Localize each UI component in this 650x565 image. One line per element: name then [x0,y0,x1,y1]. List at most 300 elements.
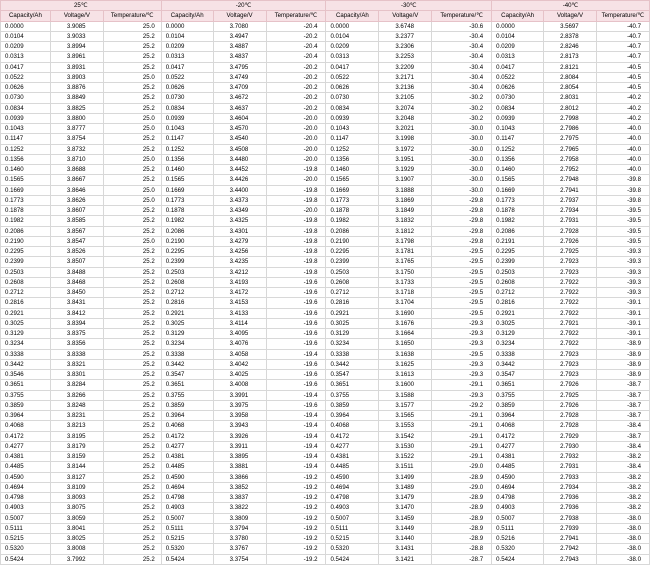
voltage-cell[interactable]: 3.8008 [50,544,103,554]
temperature-cell[interactable]: 25.0 [103,154,161,164]
voltage-cell[interactable]: 3.7992 [50,554,103,564]
capacity-cell[interactable]: 0.0730 [492,93,544,103]
capacity-cell[interactable]: 0.0939 [161,113,213,123]
temperature-cell[interactable]: -40.0 [596,124,649,134]
voltage-cell[interactable]: 2.7922 [544,298,597,308]
voltage-cell[interactable]: 2.7934 [544,482,597,492]
temperature-cell[interactable]: -19.8 [266,257,326,267]
voltage-cell[interactable]: 3.4325 [213,216,266,226]
temperature-cell[interactable]: 25.2 [103,390,161,400]
voltage-cell[interactable]: 3.1440 [379,534,432,544]
capacity-cell[interactable]: 0.3338 [161,349,213,359]
capacity-cell[interactable]: 0.3129 [161,329,213,339]
temperature-cell[interactable]: -38.4 [596,421,649,431]
capacity-cell[interactable]: 0.5320 [326,544,379,554]
capacity-cell[interactable]: 0.1043 [326,124,379,134]
capacity-cell[interactable]: 0.2503 [1,267,51,277]
capacity-cell[interactable]: 0.3338 [326,349,379,359]
temperature-cell[interactable]: -29.1 [432,411,492,421]
temperature-cell[interactable]: -29.5 [432,257,492,267]
capacity-cell[interactable]: 0.3755 [326,390,379,400]
capacity-cell[interactable]: 0.1878 [1,206,51,216]
voltage-cell[interactable]: 3.3852 [213,482,266,492]
temperature-cell[interactable]: -40.0 [596,134,649,144]
capacity-cell[interactable]: 0.1669 [492,185,544,195]
temperature-cell[interactable]: 25.2 [103,370,161,380]
voltage-cell[interactable]: 3.1704 [379,298,432,308]
voltage-cell[interactable]: 3.1470 [379,503,432,513]
capacity-cell[interactable]: 0.3234 [161,339,213,349]
voltage-cell[interactable]: 3.4480 [213,154,266,164]
temperature-cell[interactable]: -38.9 [596,370,649,380]
temperature-cell[interactable]: 25.0 [103,21,161,31]
temperature-cell[interactable]: -30.0 [432,154,492,164]
temperature-cell[interactable]: -39.3 [596,288,649,298]
voltage-cell[interactable]: 2.7948 [544,175,597,185]
voltage-cell[interactable]: 3.1951 [379,154,432,164]
temperature-cell[interactable]: 25.2 [103,493,161,503]
voltage-cell[interactable]: 2.7922 [544,308,597,318]
capacity-cell[interactable]: 0.0626 [1,83,51,93]
voltage-cell[interactable]: 2.7936 [544,503,597,513]
voltage-cell[interactable]: 2.8031 [544,93,597,103]
temperature-cell[interactable]: -28.8 [432,544,492,554]
temperature-cell[interactable]: 25.0 [103,195,161,205]
voltage-cell[interactable]: 2.7922 [544,339,597,349]
capacity-cell[interactable]: 0.1773 [492,195,544,205]
voltage-cell[interactable]: 3.2377 [379,31,432,41]
group-title-25c[interactable]: 25℃ [1,1,162,11]
voltage-cell[interactable]: 2.7937 [544,195,597,205]
temperature-cell[interactable]: -30.0 [432,185,492,195]
capacity-cell[interactable]: 0.4277 [492,441,544,451]
capacity-cell[interactable]: 0.2086 [326,226,379,236]
temperature-cell[interactable]: -20.0 [266,175,326,185]
capacity-cell[interactable]: 0.4485 [1,462,51,472]
voltage-cell[interactable]: 3.4256 [213,247,266,257]
group-title-minus40c[interactable]: -40℃ [492,1,650,11]
temperature-cell[interactable]: -40.7 [596,31,649,41]
capacity-cell[interactable]: 0.5320 [1,544,51,554]
temperature-cell[interactable]: -19.6 [266,298,326,308]
voltage-cell[interactable]: 3.8710 [50,154,103,164]
capacity-cell[interactable]: 0.1460 [326,165,379,175]
temperature-cell[interactable]: -38.7 [596,431,649,441]
temperature-cell[interactable]: -19.2 [266,482,326,492]
temperature-cell[interactable]: -29.5 [432,308,492,318]
voltage-cell[interactable]: 3.1676 [379,318,432,328]
voltage-cell[interactable]: 3.8109 [50,482,103,492]
capacity-cell[interactable]: 0.3442 [492,359,544,369]
voltage-cell[interactable]: 3.1750 [379,267,432,277]
capacity-cell[interactable]: 0.0939 [1,113,51,123]
temperature-cell[interactable]: 25.2 [103,554,161,564]
temperature-cell[interactable]: -29.3 [432,329,492,339]
temperature-cell[interactable]: -28.9 [432,513,492,523]
temperature-cell[interactable]: 25.2 [103,441,161,451]
voltage-cell[interactable]: 3.1553 [379,421,432,431]
capacity-cell[interactable]: 0.4381 [326,452,379,462]
temperature-cell[interactable]: -38.2 [596,493,649,503]
voltage-cell[interactable]: 3.2136 [379,83,432,93]
voltage-cell[interactable]: 3.3866 [213,472,266,482]
capacity-cell[interactable]: 0.4485 [492,462,544,472]
voltage-cell[interactable]: 3.1907 [379,175,432,185]
voltage-cell[interactable]: 3.2105 [379,93,432,103]
capacity-cell[interactable]: 0.2921 [161,308,213,318]
voltage-cell[interactable]: 3.1929 [379,165,432,175]
voltage-cell[interactable]: 3.8688 [50,165,103,175]
voltage-cell[interactable]: 2.7929 [544,431,597,441]
temperature-cell[interactable]: -30.0 [432,165,492,175]
voltage-cell[interactable]: 3.1542 [379,431,432,441]
capacity-cell[interactable]: 0.2608 [161,277,213,287]
capacity-cell[interactable]: 0.5320 [161,544,213,554]
voltage-cell[interactable]: 3.8412 [50,308,103,318]
temperature-cell[interactable]: -40.5 [596,83,649,93]
voltage-cell[interactable]: 3.3767 [213,544,266,554]
voltage-cell[interactable]: 3.8375 [50,329,103,339]
temperature-cell[interactable]: -29.1 [432,441,492,451]
temperature-cell[interactable]: 25.0 [103,72,161,82]
temperature-cell[interactable]: -20.0 [266,134,326,144]
voltage-cell[interactable]: 2.7965 [544,144,597,154]
capacity-cell[interactable]: 0.0834 [326,103,379,113]
voltage-cell[interactable]: 3.1588 [379,390,432,400]
capacity-cell[interactable]: 0.3964 [1,411,51,421]
capacity-cell[interactable]: 0.0730 [1,93,51,103]
temperature-cell[interactable]: -38.7 [596,411,649,421]
temperature-cell[interactable]: -38.4 [596,441,649,451]
capacity-cell[interactable]: 0.2190 [326,236,379,246]
temperature-cell[interactable]: -38.0 [596,544,649,554]
voltage-cell[interactable]: 3.3975 [213,400,266,410]
capacity-cell[interactable]: 0.0939 [492,113,544,123]
capacity-cell[interactable]: 0.0000 [161,21,213,31]
temperature-cell[interactable]: -20.4 [266,42,326,52]
temperature-cell[interactable]: -30.6 [432,21,492,31]
column-header-capacity[interactable]: Capacity/Ah [492,11,544,21]
voltage-cell[interactable]: 3.8468 [50,277,103,287]
capacity-cell[interactable]: 0.0000 [1,21,51,31]
voltage-cell[interactable]: 3.1479 [379,493,432,503]
voltage-cell[interactable]: 3.8800 [50,113,103,123]
voltage-cell[interactable]: 3.2253 [379,52,432,62]
temperature-cell[interactable]: 25.2 [103,482,161,492]
capacity-cell[interactable]: 0.4903 [326,503,379,513]
temperature-cell[interactable]: -29.8 [432,226,492,236]
temperature-cell[interactable]: 25.2 [103,257,161,267]
capacity-cell[interactable]: 0.2503 [161,267,213,277]
voltage-cell[interactable]: 3.1690 [379,308,432,318]
capacity-cell[interactable]: 0.3234 [492,339,544,349]
voltage-cell[interactable]: 3.1459 [379,513,432,523]
capacity-cell[interactable]: 0.1565 [1,175,51,185]
voltage-cell[interactable]: 3.3991 [213,390,266,400]
temperature-cell[interactable]: -20.0 [266,113,326,123]
voltage-cell[interactable]: 3.2021 [379,124,432,134]
voltage-cell[interactable]: 3.8903 [50,72,103,82]
capacity-cell[interactable]: 0.5215 [1,534,51,544]
capacity-cell[interactable]: 0.1669 [161,185,213,195]
voltage-cell[interactable]: 3.8567 [50,226,103,236]
temperature-cell[interactable]: 25.0 [103,185,161,195]
temperature-cell[interactable]: -29.1 [432,421,492,431]
temperature-cell[interactable]: -40.2 [596,93,649,103]
voltage-cell[interactable]: 2.7933 [544,472,597,482]
temperature-cell[interactable]: -29.3 [432,359,492,369]
voltage-cell[interactable]: 3.8231 [50,411,103,421]
voltage-cell[interactable]: 3.1798 [379,236,432,246]
capacity-cell[interactable]: 0.4068 [326,421,379,431]
capacity-cell[interactable]: 0.3129 [1,329,51,339]
temperature-cell[interactable]: -39.8 [596,185,649,195]
column-header-voltage[interactable]: Voltage/V [213,11,266,21]
voltage-cell[interactable]: 3.8931 [50,62,103,72]
capacity-cell[interactable]: 0.0313 [161,52,213,62]
temperature-cell[interactable]: 25.2 [103,175,161,185]
column-header-temperature[interactable]: Temperature/℃ [432,11,492,21]
capacity-cell[interactable]: 0.3025 [1,318,51,328]
capacity-cell[interactable]: 0.1982 [492,216,544,226]
capacity-cell[interactable]: 0.3964 [161,411,213,421]
temperature-cell[interactable]: -29.0 [432,482,492,492]
voltage-cell[interactable]: 3.1664 [379,329,432,339]
capacity-cell[interactable]: 0.1773 [326,195,379,205]
voltage-cell[interactable]: 2.7930 [544,441,597,451]
voltage-cell[interactable]: 3.8284 [50,380,103,390]
capacity-cell[interactable]: 0.4798 [492,493,544,503]
capacity-cell[interactable]: 0.1356 [326,154,379,164]
capacity-cell[interactable]: 0.0626 [326,83,379,93]
temperature-cell[interactable]: 25.2 [103,503,161,513]
voltage-cell[interactable]: 3.1449 [379,523,432,533]
temperature-cell[interactable]: 25.2 [103,103,161,113]
temperature-cell[interactable]: -40.2 [596,113,649,123]
temperature-cell[interactable]: -39.5 [596,236,649,246]
voltage-cell[interactable]: 2.7931 [544,216,597,226]
voltage-cell[interactable]: 2.8054 [544,83,597,93]
temperature-cell[interactable]: 25.2 [103,359,161,369]
voltage-cell[interactable]: 2.7922 [544,288,597,298]
temperature-cell[interactable]: -20.2 [266,72,326,82]
capacity-cell[interactable]: 0.1669 [326,185,379,195]
capacity-cell[interactable]: 0.1252 [1,144,51,154]
temperature-cell[interactable]: -20.0 [266,154,326,164]
capacity-cell[interactable]: 0.3546 [1,370,51,380]
capacity-cell[interactable]: 0.3651 [161,380,213,390]
temperature-cell[interactable]: -19.2 [266,544,326,554]
capacity-cell[interactable]: 0.0522 [161,72,213,82]
voltage-cell[interactable]: 2.8121 [544,62,597,72]
voltage-cell[interactable]: 2.8378 [544,31,597,41]
capacity-cell[interactable]: 0.3859 [1,400,51,410]
temperature-cell[interactable]: -19.4 [266,462,326,472]
temperature-cell[interactable]: -20.2 [266,103,326,113]
temperature-cell[interactable]: -30.0 [432,144,492,154]
voltage-cell[interactable]: 3.1849 [379,206,432,216]
temperature-cell[interactable]: -19.4 [266,441,326,451]
capacity-cell[interactable]: 0.0939 [326,113,379,123]
temperature-cell[interactable]: 25.2 [103,523,161,533]
capacity-cell[interactable]: 0.0834 [161,103,213,113]
voltage-cell[interactable]: 3.8667 [50,175,103,185]
temperature-cell[interactable]: -19.8 [266,247,326,257]
capacity-cell[interactable]: 0.2399 [326,257,379,267]
capacity-cell[interactable]: 0.3755 [161,390,213,400]
capacity-cell[interactable]: 0.0209 [492,42,544,52]
capacity-cell[interactable]: 0.1460 [492,165,544,175]
temperature-cell[interactable]: -38.9 [596,339,649,349]
voltage-cell[interactable]: 3.8994 [50,42,103,52]
temperature-cell[interactable]: 25.2 [103,400,161,410]
voltage-cell[interactable]: 2.7922 [544,329,597,339]
capacity-cell[interactable]: 0.1147 [1,134,51,144]
capacity-cell[interactable]: 0.2190 [1,236,51,246]
temperature-cell[interactable]: -19.6 [266,318,326,328]
temperature-cell[interactable]: 25.2 [103,206,161,216]
temperature-cell[interactable]: 25.2 [103,349,161,359]
capacity-cell[interactable]: 0.3442 [161,359,213,369]
temperature-cell[interactable]: 25.2 [103,267,161,277]
capacity-cell[interactable]: 0.4068 [161,421,213,431]
voltage-cell[interactable]: 3.1511 [379,462,432,472]
temperature-cell[interactable]: -29.8 [432,236,492,246]
temperature-cell[interactable]: -20.2 [266,83,326,93]
voltage-cell[interactable]: 2.7958 [544,154,597,164]
temperature-cell[interactable]: -19.2 [266,472,326,482]
temperature-cell[interactable]: 25.2 [103,380,161,390]
temperature-cell[interactable]: -39.3 [596,277,649,287]
temperature-cell[interactable]: -28.9 [432,523,492,533]
temperature-cell[interactable]: -38.0 [596,554,649,564]
capacity-cell[interactable]: 0.4903 [492,503,544,513]
temperature-cell[interactable]: -39.5 [596,226,649,236]
capacity-cell[interactable]: 0.2086 [1,226,51,236]
temperature-cell[interactable]: -30.4 [432,42,492,52]
temperature-cell[interactable]: -28.9 [432,493,492,503]
temperature-cell[interactable]: -19.2 [266,503,326,513]
voltage-cell[interactable]: 3.4795 [213,62,266,72]
temperature-cell[interactable]: -19.8 [266,195,326,205]
column-header-voltage[interactable]: Voltage/V [50,11,103,21]
voltage-cell[interactable]: 3.8849 [50,93,103,103]
capacity-cell[interactable]: 0.4068 [492,421,544,431]
temperature-cell[interactable]: -29.5 [432,288,492,298]
voltage-cell[interactable]: 3.1765 [379,257,432,267]
capacity-cell[interactable]: 0.0104 [161,31,213,41]
voltage-cell[interactable]: 3.1489 [379,482,432,492]
capacity-cell[interactable]: 0.2295 [326,247,379,257]
voltage-cell[interactable]: 3.4604 [213,113,266,123]
voltage-cell[interactable]: 3.4887 [213,42,266,52]
capacity-cell[interactable]: 0.3651 [1,380,51,390]
voltage-cell[interactable]: 3.4749 [213,72,266,82]
capacity-cell[interactable]: 0.4277 [161,441,213,451]
temperature-cell[interactable]: 25.2 [103,277,161,287]
column-header-temperature[interactable]: Temperature/℃ [596,11,649,21]
capacity-cell[interactable]: 0.3442 [1,359,51,369]
voltage-cell[interactable]: 2.7998 [544,113,597,123]
temperature-cell[interactable]: -19.6 [266,370,326,380]
voltage-cell[interactable]: 2.7936 [544,493,597,503]
capacity-cell[interactable]: 0.4172 [1,431,51,441]
capacity-cell[interactable]: 0.0209 [1,42,51,52]
voltage-cell[interactable]: 3.1421 [379,554,432,564]
capacity-cell[interactable]: 0.0417 [161,62,213,72]
voltage-cell[interactable]: 2.7942 [544,544,597,554]
temperature-cell[interactable]: -28.9 [432,534,492,544]
capacity-cell[interactable]: 0.4798 [1,493,51,503]
capacity-cell[interactable]: 0.0104 [326,31,379,41]
capacity-cell[interactable]: 0.5215 [326,534,379,544]
capacity-cell[interactable]: 0.3859 [492,400,544,410]
capacity-cell[interactable]: 0.5424 [326,554,379,564]
capacity-cell[interactable]: 0.0209 [326,42,379,52]
temperature-cell[interactable]: -19.6 [266,339,326,349]
temperature-cell[interactable]: -30.2 [432,93,492,103]
temperature-cell[interactable]: -39.1 [596,318,649,328]
voltage-cell[interactable]: 3.1625 [379,359,432,369]
temperature-cell[interactable]: -19.4 [266,411,326,421]
capacity-cell[interactable]: 0.3025 [326,318,379,328]
capacity-cell[interactable]: 0.1252 [326,144,379,154]
temperature-cell[interactable]: 25.2 [103,83,161,93]
temperature-cell[interactable]: -38.9 [596,359,649,369]
capacity-cell[interactable]: 0.4590 [492,472,544,482]
voltage-cell[interactable]: 2.7921 [544,318,597,328]
capacity-cell[interactable]: 0.2921 [326,308,379,318]
capacity-cell[interactable]: 0.5320 [492,544,544,554]
voltage-cell[interactable]: 3.8961 [50,52,103,62]
capacity-cell[interactable]: 0.2712 [326,288,379,298]
voltage-cell[interactable]: 3.1972 [379,144,432,154]
voltage-cell[interactable]: 3.8394 [50,318,103,328]
capacity-cell[interactable]: 0.0626 [161,83,213,93]
voltage-cell[interactable]: 3.4452 [213,165,266,175]
column-header-capacity[interactable]: Capacity/Ah [1,11,51,21]
capacity-cell[interactable]: 0.4381 [492,452,544,462]
capacity-cell[interactable]: 0.2191 [492,236,544,246]
temperature-cell[interactable]: -19.6 [266,277,326,287]
capacity-cell[interactable]: 0.2921 [1,308,51,318]
voltage-cell[interactable]: 3.1577 [379,400,432,410]
capacity-cell[interactable]: 0.2712 [492,288,544,298]
voltage-cell[interactable]: 3.2209 [379,62,432,72]
temperature-cell[interactable]: 25.2 [103,421,161,431]
capacity-cell[interactable]: 0.2399 [1,257,51,267]
voltage-cell[interactable]: 3.3754 [213,554,266,564]
capacity-cell[interactable]: 0.5424 [161,554,213,564]
temperature-cell[interactable]: -29.8 [432,216,492,226]
temperature-cell[interactable]: -19.8 [266,185,326,195]
voltage-cell[interactable]: 3.4153 [213,298,266,308]
capacity-cell[interactable]: 0.0417 [1,62,51,72]
capacity-cell[interactable]: 0.3859 [161,400,213,410]
voltage-cell[interactable]: 2.7941 [544,534,597,544]
voltage-cell[interactable]: 3.8607 [50,206,103,216]
temperature-cell[interactable]: -20.0 [266,144,326,154]
temperature-cell[interactable]: 25.2 [103,544,161,554]
capacity-cell[interactable]: 0.1147 [326,134,379,144]
temperature-cell[interactable]: -38.0 [596,523,649,533]
voltage-cell[interactable]: 3.1832 [379,216,432,226]
capacity-cell[interactable]: 0.1043 [492,124,544,134]
voltage-cell[interactable]: 3.3780 [213,534,266,544]
capacity-cell[interactable]: 0.3859 [326,400,379,410]
temperature-cell[interactable]: -28.9 [432,503,492,513]
voltage-cell[interactable]: 3.4426 [213,175,266,185]
